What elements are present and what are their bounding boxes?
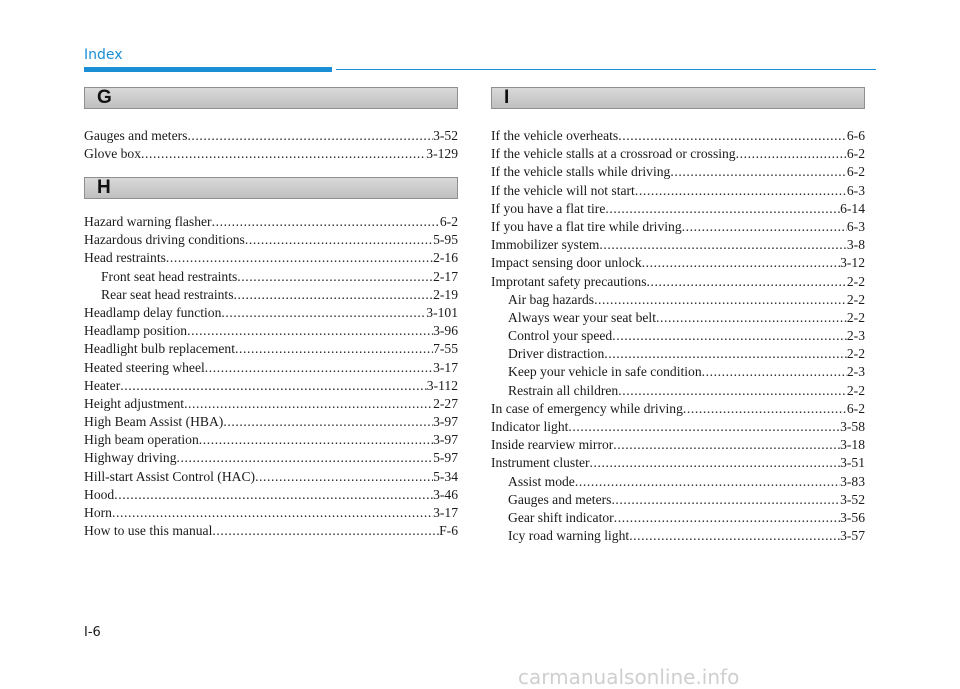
entry-page-ref: 5-95 — [433, 232, 458, 248]
entry-label: Hood — [84, 486, 115, 502]
index-entry — [84, 377, 458, 395]
index-entry — [491, 145, 865, 163]
index-entry — [84, 231, 458, 249]
entry-dot-leader — [233, 286, 433, 304]
section-letter: I — [504, 87, 510, 108]
index-subentry — [84, 268, 458, 286]
entry-label: Improtant safety precautions — [491, 273, 647, 289]
index-entry — [84, 359, 458, 377]
entry-dot-leader — [604, 345, 847, 363]
index-subentry — [491, 345, 865, 363]
entry-dot-leader — [736, 145, 847, 163]
entry-label: Driver distraction — [508, 346, 605, 362]
index-subentry — [491, 491, 865, 509]
section-header-g — [84, 87, 458, 109]
header-title: Index — [84, 47, 123, 63]
entry-page-ref: 3-18 — [840, 437, 865, 453]
entry-label: Impact sensing door unlock — [491, 255, 642, 271]
page-number: I-6 — [84, 625, 101, 640]
index-entry — [491, 200, 865, 218]
entry-label: Headlamp position — [84, 323, 188, 339]
entry-label: If the vehicle stalls at a crossroad or crossing — [491, 146, 736, 162]
entry-page-ref: 3-52 — [840, 491, 865, 507]
index-entry — [84, 468, 458, 486]
index-entry — [491, 400, 865, 418]
entry-dot-leader — [255, 468, 433, 486]
entry-dot-leader — [590, 454, 841, 472]
index-subentry — [491, 382, 865, 400]
entry-label: Gauges and meters — [508, 491, 612, 507]
entry-page-ref: 6-2 — [439, 214, 458, 229]
entry-dot-leader — [187, 127, 433, 145]
index-entry — [84, 449, 458, 467]
index-entry — [491, 254, 865, 272]
entry-dot-leader — [599, 236, 847, 254]
entry-label: Keep your vehicle in safe condition — [508, 364, 702, 380]
entry-page-ref: 2-2 — [846, 291, 865, 307]
entry-page-ref: 2-2 — [846, 309, 865, 325]
index-entry — [491, 273, 865, 291]
index-entry — [491, 454, 865, 472]
index-entry — [491, 127, 865, 145]
section-header-i — [491, 87, 865, 109]
entry-page-ref: 6-2 — [846, 164, 865, 180]
entry-dot-leader — [199, 431, 433, 449]
entry-page-ref: 2-19 — [433, 286, 458, 302]
entry-page-ref: 3-129 — [426, 146, 458, 162]
entry-page-ref: F-6 — [439, 523, 458, 539]
entry-page-ref: 6-3 — [846, 218, 865, 234]
header-rule-thick — [84, 67, 332, 72]
entry-dot-leader — [112, 504, 433, 522]
entry-page-ref: 3-17 — [433, 359, 458, 375]
entry-dot-leader — [223, 413, 433, 431]
index-entry — [84, 304, 458, 322]
entry-dot-leader — [702, 363, 847, 381]
index-entry — [84, 145, 458, 163]
entry-label: How to use this manual — [84, 523, 213, 539]
entry-page-ref: 6-2 — [846, 146, 865, 162]
entry-label: Gear shift indicator — [508, 509, 614, 525]
entry-label: Rear seat head restraints — [101, 286, 234, 302]
entry-page-ref: 3-52 — [433, 128, 458, 143]
entry-dot-leader — [221, 304, 426, 322]
index-subentry — [491, 327, 865, 345]
entry-dot-leader — [177, 449, 434, 467]
entry-dot-leader — [568, 418, 840, 436]
entry-label: Air bag hazards — [508, 291, 595, 307]
entry-page-ref: 7-55 — [433, 341, 458, 357]
entry-page-ref: 2-2 — [846, 346, 865, 362]
entry-page-ref: 3-8 — [846, 237, 865, 253]
entry-label: Icy road warning light — [508, 528, 630, 544]
entry-dot-leader — [187, 322, 433, 340]
entry-dot-leader — [245, 231, 433, 249]
entry-dot-leader — [184, 395, 433, 413]
index-entry — [491, 418, 865, 436]
entry-dot-leader — [614, 509, 840, 527]
entry-page-ref: 2-3 — [846, 328, 865, 344]
entry-dot-leader — [635, 182, 847, 200]
entry-page-ref: 3-112 — [426, 377, 458, 393]
entry-label: Gauges and meters — [84, 128, 188, 143]
entry-label: Highway driving — [84, 450, 177, 466]
entry-label: Hazard warning flasher — [84, 214, 212, 229]
index-entry — [84, 395, 458, 413]
entry-page-ref: 6-6 — [846, 128, 865, 143]
section-header-h — [84, 177, 458, 199]
index-entry — [84, 413, 458, 431]
entry-label: Immobilizer system — [491, 237, 600, 253]
entry-label: Heated steering wheel — [84, 359, 205, 375]
section-entries-h — [84, 213, 458, 540]
section-entries-g — [84, 127, 458, 163]
entry-page-ref: 3-12 — [840, 255, 865, 271]
header-rule-thin — [336, 69, 876, 70]
entry-label: High Beam Assist (HBA) — [84, 414, 224, 430]
entry-label: Headlight bulb replacement — [84, 341, 235, 357]
entry-page-ref: 3-96 — [433, 323, 458, 339]
entry-dot-leader — [683, 400, 847, 418]
entry-label: If the vehicle overheats — [491, 128, 619, 143]
entry-dot-leader — [575, 473, 840, 491]
entry-page-ref: 2-17 — [433, 268, 458, 284]
watermark: carmanualsonline.info — [518, 665, 740, 689]
index-entry — [491, 218, 865, 236]
entry-page-ref: 2-3 — [846, 364, 865, 380]
entry-label: Horn — [84, 505, 112, 520]
entry-label: Indicator light — [491, 419, 569, 434]
entry-dot-leader — [611, 491, 840, 509]
entry-label: Restrain all children — [508, 382, 619, 398]
index-subentry — [491, 473, 865, 491]
entry-label: Instrument cluster — [491, 455, 590, 471]
index-entry — [84, 522, 458, 540]
entry-page-ref: 3-51 — [840, 455, 865, 471]
index-subentry — [491, 309, 865, 327]
entry-dot-leader — [612, 327, 847, 345]
entry-label: If you have a flat tire while driving — [491, 218, 682, 234]
index-entry — [84, 127, 458, 145]
entry-dot-leader — [237, 268, 433, 286]
index-entry — [84, 340, 458, 358]
entry-label: Assist mode — [508, 473, 575, 489]
entry-dot-leader — [235, 340, 433, 358]
entry-dot-leader — [212, 213, 440, 231]
section-letter: G — [97, 87, 112, 108]
entry-dot-leader — [618, 127, 847, 145]
index-entry — [84, 249, 458, 267]
entry-page-ref: 3-46 — [433, 486, 458, 502]
entry-label: Head restraints — [84, 250, 166, 266]
entry-page-ref: 3-83 — [840, 473, 865, 489]
index-entry — [84, 322, 458, 340]
index-subentry — [491, 509, 865, 527]
index-entry — [491, 163, 865, 181]
entry-dot-leader — [120, 377, 427, 395]
index-subentry — [84, 286, 458, 304]
entry-page-ref: 3-97 — [433, 414, 458, 430]
index-entry — [84, 486, 458, 504]
entry-label: If the vehicle stalls while driving — [491, 164, 671, 180]
index-entry — [491, 182, 865, 200]
entry-page-ref: 3-17 — [433, 505, 458, 520]
entry-page-ref: 2-16 — [433, 250, 458, 266]
entry-page-ref: 3-101 — [426, 304, 458, 320]
index-entry — [84, 504, 458, 522]
entry-page-ref: 2-2 — [846, 382, 865, 398]
entry-label: Hill-start Assist Control (HAC) — [84, 468, 256, 484]
entry-dot-leader — [605, 200, 840, 218]
entry-page-ref: 6-14 — [840, 200, 865, 216]
entry-page-ref: 3-58 — [840, 419, 865, 434]
entry-label: Height adjustment — [84, 395, 185, 411]
entry-page-ref: 3-56 — [840, 509, 865, 525]
index-entry — [84, 431, 458, 449]
entry-label: If the vehicle will not start — [491, 182, 635, 198]
entry-dot-leader — [618, 382, 847, 400]
entry-label: Always wear your seat belt — [508, 309, 656, 325]
entry-label: Glove box — [84, 146, 142, 162]
section-letter: H — [97, 177, 111, 198]
entry-label: Inside rearview mirror — [491, 437, 614, 453]
entry-label: High beam operation — [84, 432, 199, 448]
entry-label: Heater — [84, 377, 121, 393]
entry-dot-leader — [682, 218, 847, 236]
entry-dot-leader — [141, 145, 426, 163]
entry-dot-leader — [670, 163, 847, 181]
entry-label: Control your speed — [508, 328, 613, 344]
index-subentry — [491, 527, 865, 545]
entry-page-ref: 5-34 — [433, 468, 458, 484]
entry-dot-leader — [594, 291, 847, 309]
index-subentry — [491, 363, 865, 381]
section-entries-i — [491, 127, 865, 545]
entry-label: Front seat head restraints — [101, 268, 238, 284]
entry-dot-leader — [205, 359, 433, 377]
index-entry — [491, 236, 865, 254]
entry-page-ref: 3-97 — [433, 432, 458, 448]
entry-page-ref: 6-2 — [846, 400, 865, 416]
entry-dot-leader — [642, 254, 840, 272]
entry-page-ref: 2-2 — [846, 273, 865, 289]
index-subentry — [491, 291, 865, 309]
entry-dot-leader — [647, 273, 847, 291]
entry-label: Headlamp delay function — [84, 304, 222, 320]
entry-dot-leader — [656, 309, 847, 327]
entry-dot-leader — [212, 522, 439, 540]
entry-label: If you have a flat tire — [491, 200, 606, 216]
entry-page-ref: 5-97 — [433, 450, 458, 466]
index-entry — [491, 436, 865, 454]
entry-label: Hazardous driving conditions — [84, 232, 245, 248]
entry-dot-leader — [613, 436, 840, 454]
entry-dot-leader — [629, 527, 840, 545]
entry-label: In case of emergency while driving — [491, 400, 683, 416]
index-entry — [84, 213, 458, 231]
entry-page-ref: 6-3 — [846, 182, 865, 198]
entry-dot-leader — [166, 249, 433, 267]
entry-page-ref: 2-27 — [433, 395, 458, 411]
entry-page-ref: 3-57 — [840, 528, 865, 544]
entry-dot-leader — [114, 486, 433, 504]
